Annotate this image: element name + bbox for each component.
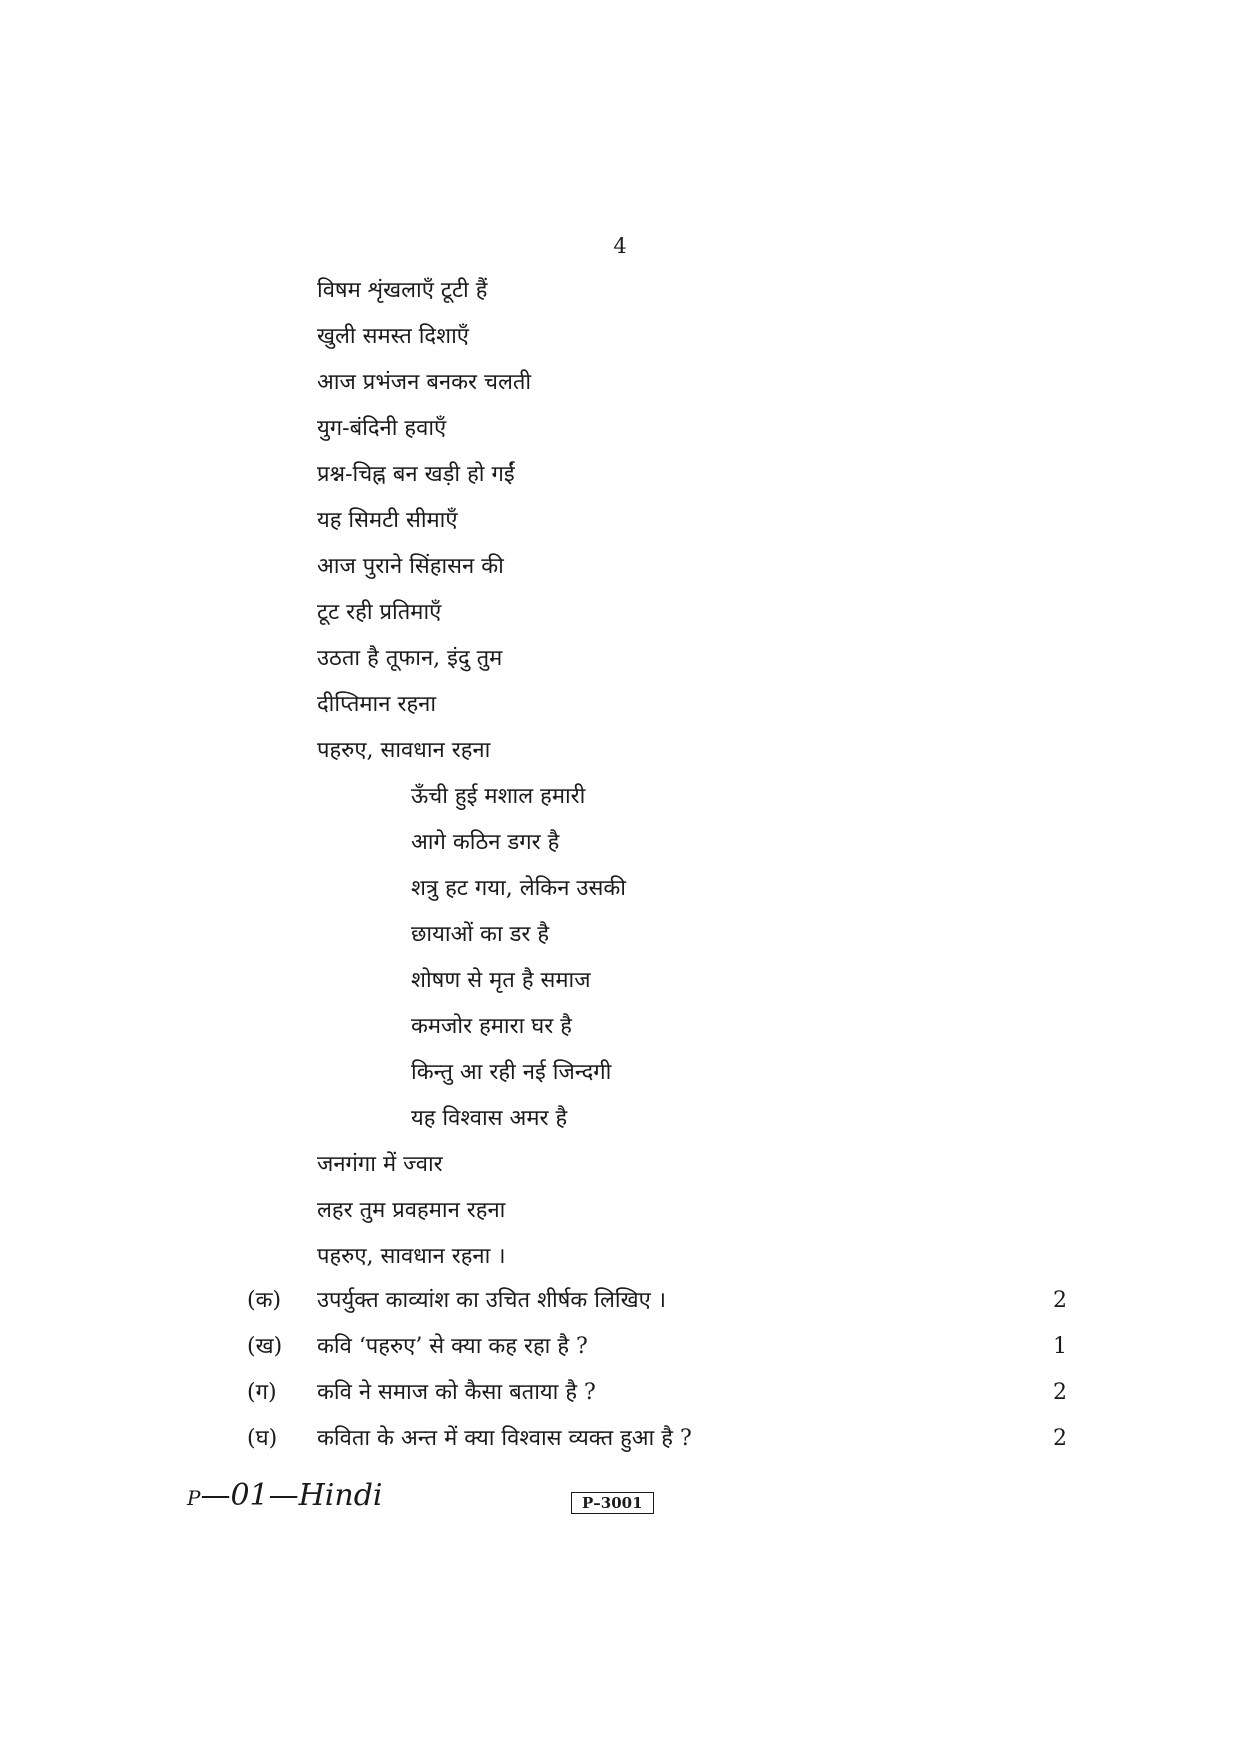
question-marks: 2 <box>1053 1426 1067 1451</box>
question-row <box>247 1370 1067 1416</box>
poem-line: शत्रु हट गया, लेकिन उसकी <box>411 876 626 901</box>
subject-code-main: —01—Hindi <box>200 1478 383 1513</box>
poem-line: पहरुए, सावधान रहना <box>317 738 491 763</box>
poem-line: लहर तुम प्रवहमान रहना <box>317 1198 506 1223</box>
poem-line: यह सिमटी सीमाएँ <box>317 508 458 533</box>
poem-line: विषम शृंखलाएँ टूटी हैं <box>317 278 488 303</box>
poem-line: जनगंगा में ज्वार <box>317 1152 443 1177</box>
poem-line: ऊँची हुई मशाल हमारी <box>411 784 586 809</box>
poem-line: छायाओं का डर है <box>411 922 550 947</box>
question-text: कवि ने समाज को कैसा बताया है ? <box>317 1380 596 1405</box>
poem-line: आगे कठिन डगर है <box>411 830 560 855</box>
question-marks: 1 <box>1053 1334 1067 1359</box>
poem-line: खुली समस्त दिशाएँ <box>317 324 469 349</box>
question-list <box>247 1278 1067 1462</box>
paper-code-box: P–3001 <box>571 1492 654 1514</box>
poem-line: कमजोर हमारा घर है <box>411 1014 572 1039</box>
question-label: (क) <box>247 1288 282 1313</box>
question-marks: 2 <box>1053 1288 1067 1313</box>
question-marks: 2 <box>1053 1380 1067 1405</box>
question-row <box>247 1416 1067 1462</box>
poem-line: आज पुराने सिंहासन की <box>317 554 504 579</box>
poem-line: किन्तु आ रही नई जिन्दगी <box>411 1060 612 1085</box>
poem-line: आज प्रभंजन बनकर चलती <box>317 370 532 395</box>
poem-line: पहरुए, सावधान रहना । <box>317 1244 506 1269</box>
question-label: (ग) <box>247 1380 277 1405</box>
poem-line: उठता है तूफान, इंदु तुम <box>317 646 503 671</box>
question-label: (ख) <box>247 1334 283 1359</box>
poem-line: प्रश्न-चिह्न बन खड़ी हो गईं <box>317 462 515 487</box>
subject-code-prefix: P <box>187 1486 201 1510</box>
poem-line: टूट रही प्रतिमाएँ <box>317 600 442 625</box>
poem-line: युग-बंदिनी हवाएँ <box>317 416 447 441</box>
poem-line: शोषण से मृत है समाज <box>411 968 591 993</box>
question-label: (घ) <box>247 1426 278 1451</box>
subject-code <box>187 1478 383 1513</box>
page-number: 4 <box>613 234 627 258</box>
question-row <box>247 1324 1067 1370</box>
question-row <box>247 1278 1067 1324</box>
question-text: उपर्युक्त काव्यांश का उचित शीर्षक लिखिए । <box>317 1288 667 1313</box>
question-text: कविता के अन्त में क्या विश्वास व्यक्त हुआ है ? <box>317 1426 692 1451</box>
question-text: कवि ‘पहरुए’ से क्या कह रहा है ? <box>317 1334 588 1359</box>
poem-line: यह विश्वास अमर है <box>411 1106 568 1131</box>
poem-line: दीप्तिमान रहना <box>317 692 437 717</box>
poem-stanza <box>317 268 1077 1280</box>
